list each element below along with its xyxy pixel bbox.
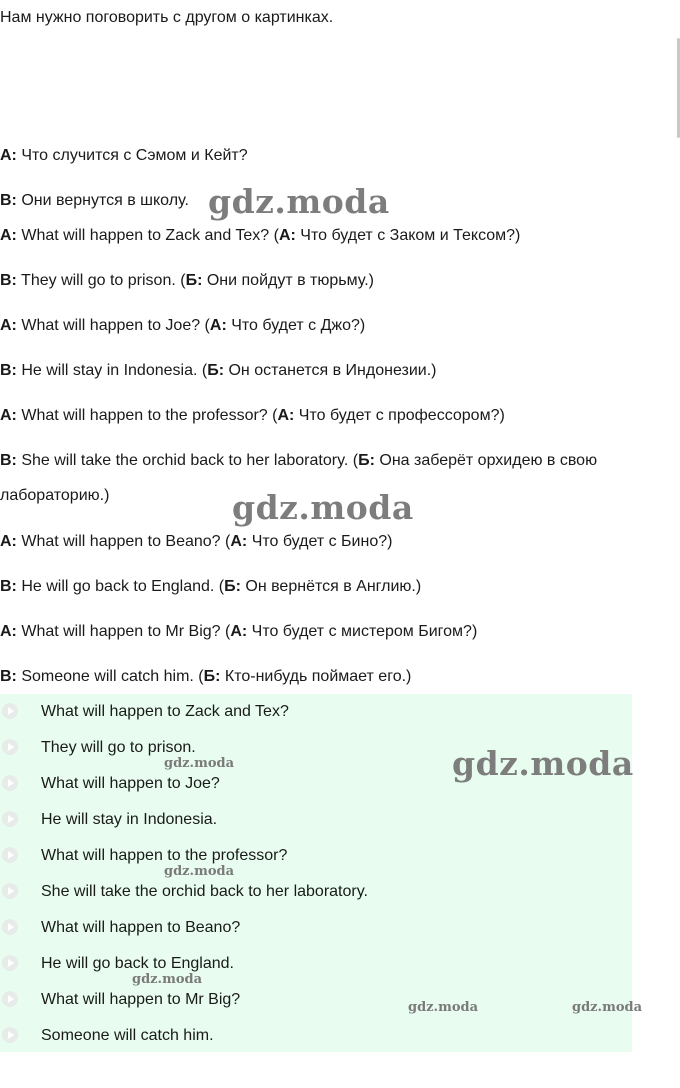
- dialog-text: What will happen to the professor? (: [16, 407, 278, 424]
- translation-text: Что будет с Бино?): [247, 533, 393, 550]
- dialog-text: Someone will catch him. (: [16, 668, 204, 685]
- dialog-line: [0, 443, 680, 513]
- speaker-label: B:: [0, 668, 17, 685]
- watermark: gdz.moda: [164, 756, 235, 771]
- translation-speaker-label: A:: [209, 317, 227, 334]
- translation-speaker-label: Б:: [358, 452, 375, 469]
- dialog-line: [0, 577, 421, 597]
- speaker-label: B:: [0, 272, 17, 289]
- speaker-label: A:: [0, 227, 17, 244]
- watermark: gdz.moda: [232, 488, 414, 527]
- translation-speaker-label: A:: [278, 227, 296, 244]
- translation-speaker-label: A:: [277, 407, 295, 424]
- dialog-text: He will go back to England. (: [16, 578, 225, 595]
- dialog-text: What will happen to Joe? (: [16, 317, 210, 334]
- translation-text: Что будет с Заком и Тексом?): [295, 227, 521, 244]
- dialog-line: [0, 406, 505, 426]
- dialog-line: [0, 361, 437, 381]
- dialog-text: They will go to prison. (: [16, 272, 186, 289]
- phrase-text: What will happen to Beano?: [41, 919, 241, 936]
- dialog-text: What will happen to Zack and Tex? (: [16, 227, 279, 244]
- translation-speaker-label: Б:: [207, 362, 225, 379]
- phrase-text: What will happen to the professor?: [41, 847, 288, 864]
- play-icon[interactable]: [2, 775, 18, 791]
- speaker-label: A:: [0, 147, 17, 164]
- phrase-text: He will stay in Indonesia.: [41, 811, 218, 828]
- speaker-label: B:: [0, 578, 17, 595]
- speaker-label: A:: [0, 317, 17, 334]
- translation-speaker-label: Б:: [203, 668, 221, 685]
- phrase-row: [0, 694, 632, 730]
- phrase-text: They will go to prison.: [41, 739, 196, 756]
- speaker-label: A:: [0, 407, 17, 424]
- translation-text: Кто-нибудь поймает его.): [220, 668, 412, 685]
- dialog-text: Что случится с Сэмом и Кейт?: [16, 147, 248, 164]
- phrase-audio-box: [0, 694, 632, 1052]
- dialog-line: [0, 146, 248, 166]
- play-icon[interactable]: [2, 811, 18, 827]
- translation-speaker-label: Б:: [185, 272, 203, 289]
- phrase-row: [0, 946, 632, 982]
- play-icon[interactable]: [2, 919, 18, 935]
- dialog-text: Они вернутся в школу.: [16, 192, 189, 209]
- play-icon[interactable]: [2, 883, 18, 899]
- phrase-row: [0, 802, 632, 838]
- play-icon[interactable]: [2, 991, 18, 1007]
- dialog-line: [0, 316, 365, 336]
- phrase-row: [0, 730, 632, 766]
- phrase-text: What will happen to Mr Big?: [41, 991, 241, 1008]
- watermark: gdz.moda: [452, 744, 634, 783]
- dialog-text: What will happen to Mr Big? (: [16, 623, 231, 640]
- watermark: gdz.moda: [164, 864, 235, 879]
- play-icon[interactable]: [2, 1027, 18, 1043]
- speaker-label: A:: [0, 533, 17, 550]
- translation-text: Они пойдут в тюрьму.): [202, 272, 374, 289]
- dialog-line: [0, 532, 392, 552]
- watermark: gdz.moda: [408, 1000, 479, 1015]
- translation-text: Он останется в Индонезии.): [224, 362, 437, 379]
- dialog-text: She will take the orchid back to her laboratory. (: [16, 452, 359, 469]
- phrase-text: Someone will catch him.: [41, 1027, 214, 1044]
- dialog-text: He will stay in Indonesia. (: [16, 362, 208, 379]
- phrase-text: What will happen to Joe?: [41, 775, 220, 792]
- play-icon[interactable]: [2, 703, 18, 719]
- play-icon[interactable]: [2, 739, 18, 755]
- phrase-row: [0, 910, 632, 946]
- dialog-line: [0, 191, 189, 211]
- dialog-line: [0, 226, 520, 246]
- intro-text: Нам нужно поговорить с другом о картинках.: [0, 9, 334, 26]
- phrase-text: What will happen to Zack and Tex?: [41, 703, 289, 720]
- speaker-label: B:: [0, 362, 17, 379]
- phrase-text: She will take the orchid back to her laboratory.: [41, 883, 368, 900]
- translation-speaker-label: A:: [230, 533, 248, 550]
- play-icon[interactable]: [2, 955, 18, 971]
- translation-speaker-label: A:: [230, 623, 248, 640]
- watermark: gdz.moda: [572, 1000, 643, 1015]
- translation-text: Он вернётся в Англию.): [240, 578, 422, 595]
- dialog-text: What will happen to Beano? (: [16, 533, 231, 550]
- speaker-label: B:: [0, 192, 17, 209]
- phrase-row: [0, 838, 632, 874]
- translation-text: Что будет с Джо?): [226, 317, 366, 334]
- translation-text: Что будет с мистером Бигом?): [247, 623, 478, 640]
- dialog-line: [0, 667, 411, 687]
- dialog-line: [0, 622, 477, 642]
- translation-text: Что будет с профессором?): [294, 407, 505, 424]
- speaker-label: B:: [0, 452, 17, 469]
- play-icon[interactable]: [2, 847, 18, 863]
- phrase-row: [0, 874, 632, 910]
- speaker-label: A:: [0, 623, 17, 640]
- watermark: gdz.moda: [132, 972, 203, 987]
- phrase-row: [0, 982, 632, 1018]
- phrase-text: He will go back to England.: [41, 955, 234, 972]
- translation-speaker-label: Б:: [224, 578, 241, 595]
- phrase-row: [0, 766, 632, 802]
- watermark: gdz.moda: [208, 182, 390, 221]
- phrase-row: [0, 1018, 632, 1054]
- dialog-line: [0, 271, 374, 291]
- translation-text: Она заберёт орхидею в свою лабораторию.): [0, 452, 598, 504]
